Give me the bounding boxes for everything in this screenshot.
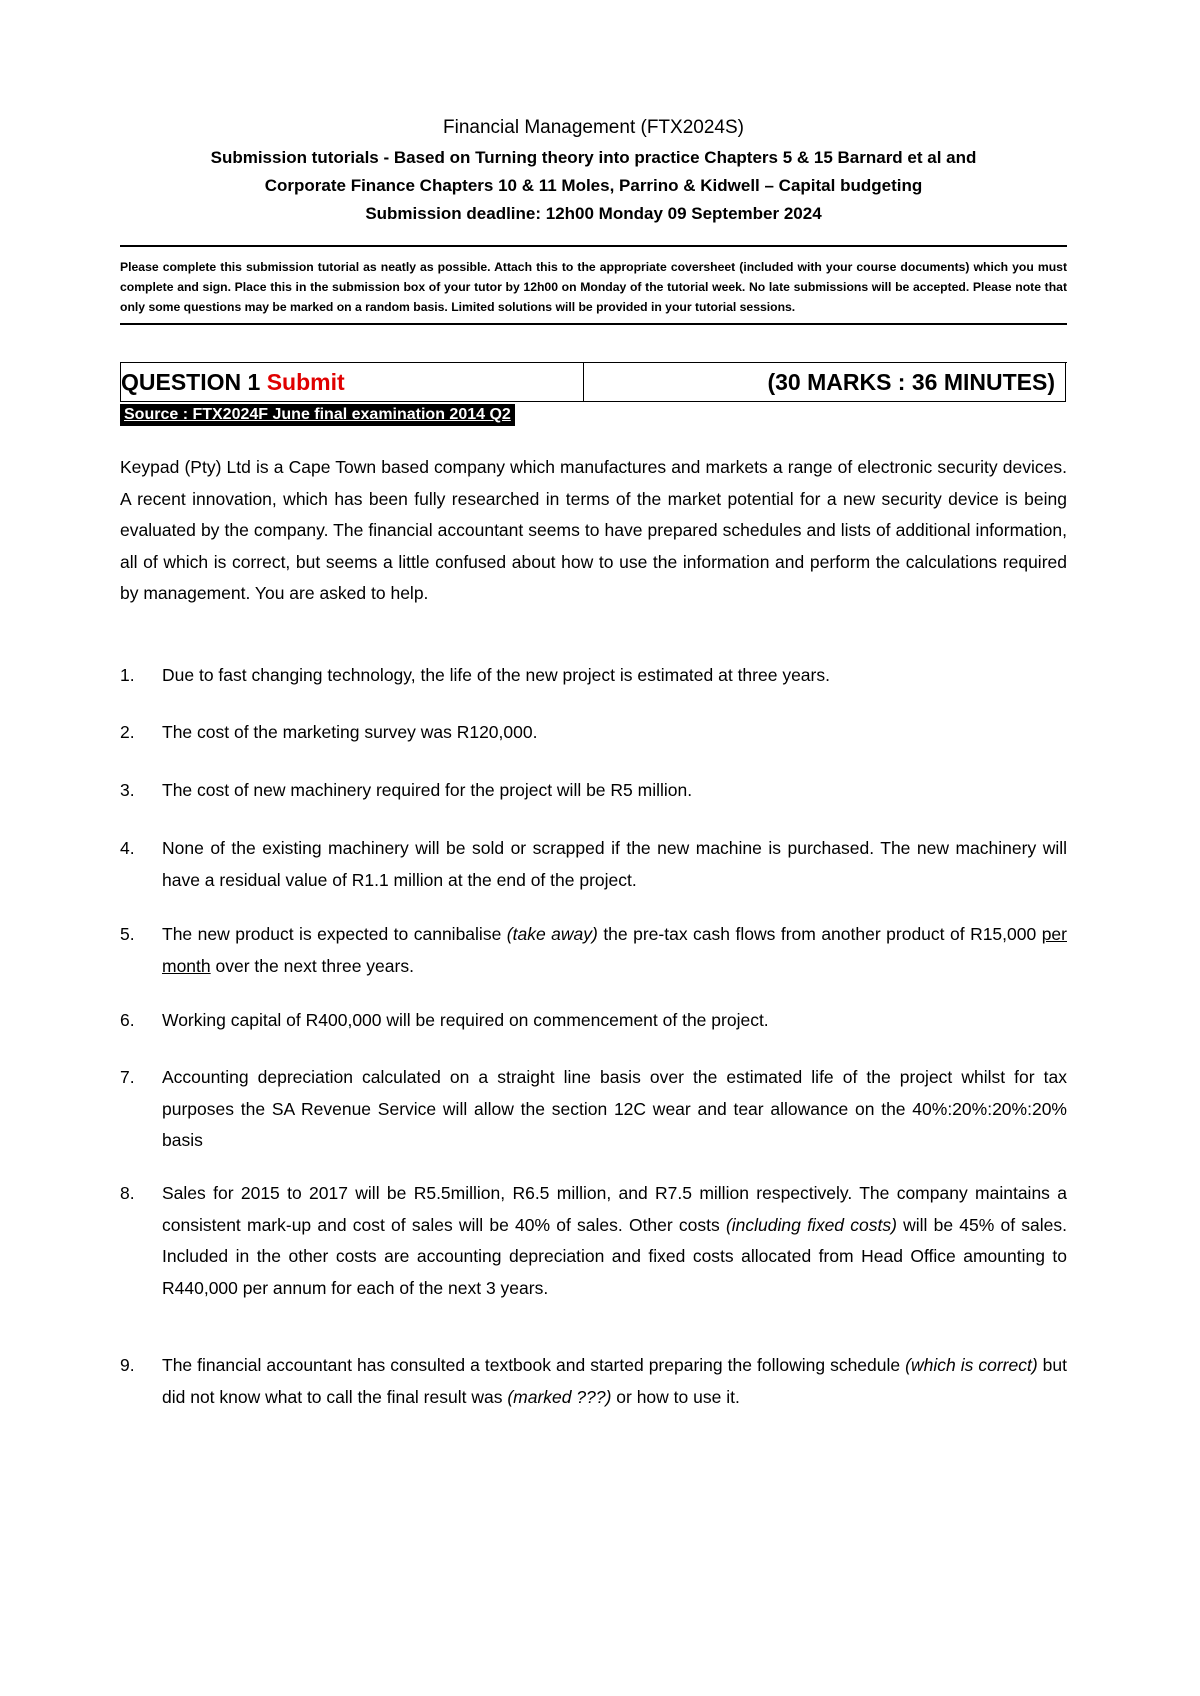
item-text: The cost of new machinery required for the project will be R5 million. — [162, 780, 693, 800]
item-number: 3. — [120, 780, 135, 800]
item-text: Accounting depreciation calculated on a straight line basis over the estimated life of the project whilst for tax purposes the SA Revenue Service will allow the section 12C wear and tear allowance on the 40%:20%:20%:20% basis — [162, 1067, 1067, 1150]
item-text-underlined: per month — [162, 924, 1067, 976]
item-number: 2. — [120, 722, 135, 742]
item-number: 8. — [120, 1183, 135, 1203]
item-number: 9. — [120, 1355, 135, 1375]
list-item — [120, 1178, 1067, 1304]
item-text — [162, 1178, 1067, 1304]
course-title: Financial Management (FTX2024S) — [443, 117, 744, 138]
item-text: The cost of the marketing survey was R120,000. — [162, 722, 538, 742]
item-text — [162, 919, 1067, 982]
item-number: 4. — [120, 838, 135, 858]
item-text — [162, 1350, 1067, 1413]
item-text-part: or how to use it. — [611, 1386, 740, 1407]
item-text-part: Sales for 2015 to 2017 will be R5.5million, R6.5 million, and R7.5 million respectively. The company maintains a consistent mark-up and cost of sales will be 40% of sales. Other costs — [162, 1183, 1067, 1235]
item-text-italic: (including fixed costs) — [725, 1214, 897, 1235]
list-item — [120, 919, 1067, 982]
list-item — [120, 717, 1067, 749]
question-label: QUESTION 1 — [121, 369, 261, 395]
instructions-box — [120, 245, 1067, 325]
question-header — [120, 362, 1067, 403]
question-marks: (30 MARKS : 36 MINUTES) — [767, 369, 1055, 395]
question-title-cell — [120, 363, 584, 402]
item-text-part: over the next three years. — [210, 955, 414, 976]
submission-deadline: Submission deadline: 12h00 Monday 09 September 2024 — [365, 204, 822, 223]
item-text: Working capital of R400,000 will be required on commencement of the project. — [162, 1010, 769, 1030]
document-header — [120, 112, 1067, 228]
list-item — [120, 660, 1067, 692]
header-line-1: Submission tutorials - Based on Turning theory into practice Chapters 5 & 15 Barnard et al and — [210, 148, 977, 167]
list-item — [120, 1062, 1067, 1157]
item-text-italic: (marked ???) — [507, 1386, 612, 1407]
question-marks-cell — [582, 363, 1066, 402]
list-item — [120, 1005, 1067, 1037]
item-text-part: The new product is expected to cannibalise — [162, 924, 507, 944]
list-item — [120, 775, 1067, 807]
header-line-2: Corporate Finance Chapters 10 & 11 Moles, Parrino & Kidwell – Capital budgeting — [264, 176, 923, 195]
item-number: 6. — [120, 1010, 135, 1030]
list-item — [120, 1350, 1067, 1413]
item-text-part: The financial accountant has consulted a textbook and started preparing the following schedule — [162, 1355, 906, 1375]
submit-tag: Submit — [266, 369, 345, 395]
item-text-italic: (which is correct) — [905, 1355, 1038, 1375]
question-title — [121, 369, 345, 396]
item-number: 7. — [120, 1067, 135, 1087]
item-text-part: will be 45% of sales. Included in the other costs are accounting depreciation and fixed costs allocated from Head Office amounting to R440,000 per annum for each of the next 3 years. — [162, 1214, 1067, 1298]
item-text-italic: (take away) — [506, 924, 598, 944]
item-text-part: the pre-tax cash flows from another product of R15,000 — [597, 924, 1042, 944]
item-number: 1. — [120, 665, 135, 685]
list-item — [120, 833, 1067, 896]
item-text: None of the existing machinery will be sold or scrapped if the new machine is purchased. The new machinery will have a residual value of R1.1 million at the end of the project. — [162, 838, 1067, 890]
item-text-part: but did not know what to call the final result was — [162, 1355, 1067, 1407]
item-number: 5. — [120, 924, 135, 944]
instructions-text: Please complete this submission tutorial as neatly as possible. Attach this to the appropriate coversheet (included with your course documents) which you must complete and sign. Place this in the submission box of your tutor by 12h00 on Monday of the tutorial week. No late submissions will be accepted. Please note that only some questions may be marked on a random basis. Limited solutions will be provided in your tutorial sessions. — [120, 260, 1067, 314]
item-text: Due to fast changing technology, the life of the new project is estimated at three years. — [162, 665, 830, 685]
question-source: Source : FTX2024F June final examination 2014 Q2 — [120, 404, 515, 426]
question-intro: Keypad (Pty) Ltd is a Cape Town based company which manufactures and markets a range of electronic security devices. A recent innovation, which has been fully researched in terms of the market potential for a new security device is being evaluated by the company. The financial accountant seems to have prepared schedules and lists of additional information, all of which is correct, but seems a little confused about how to use the information and perform the calculations required by management. You are asked to help. — [120, 457, 1067, 603]
